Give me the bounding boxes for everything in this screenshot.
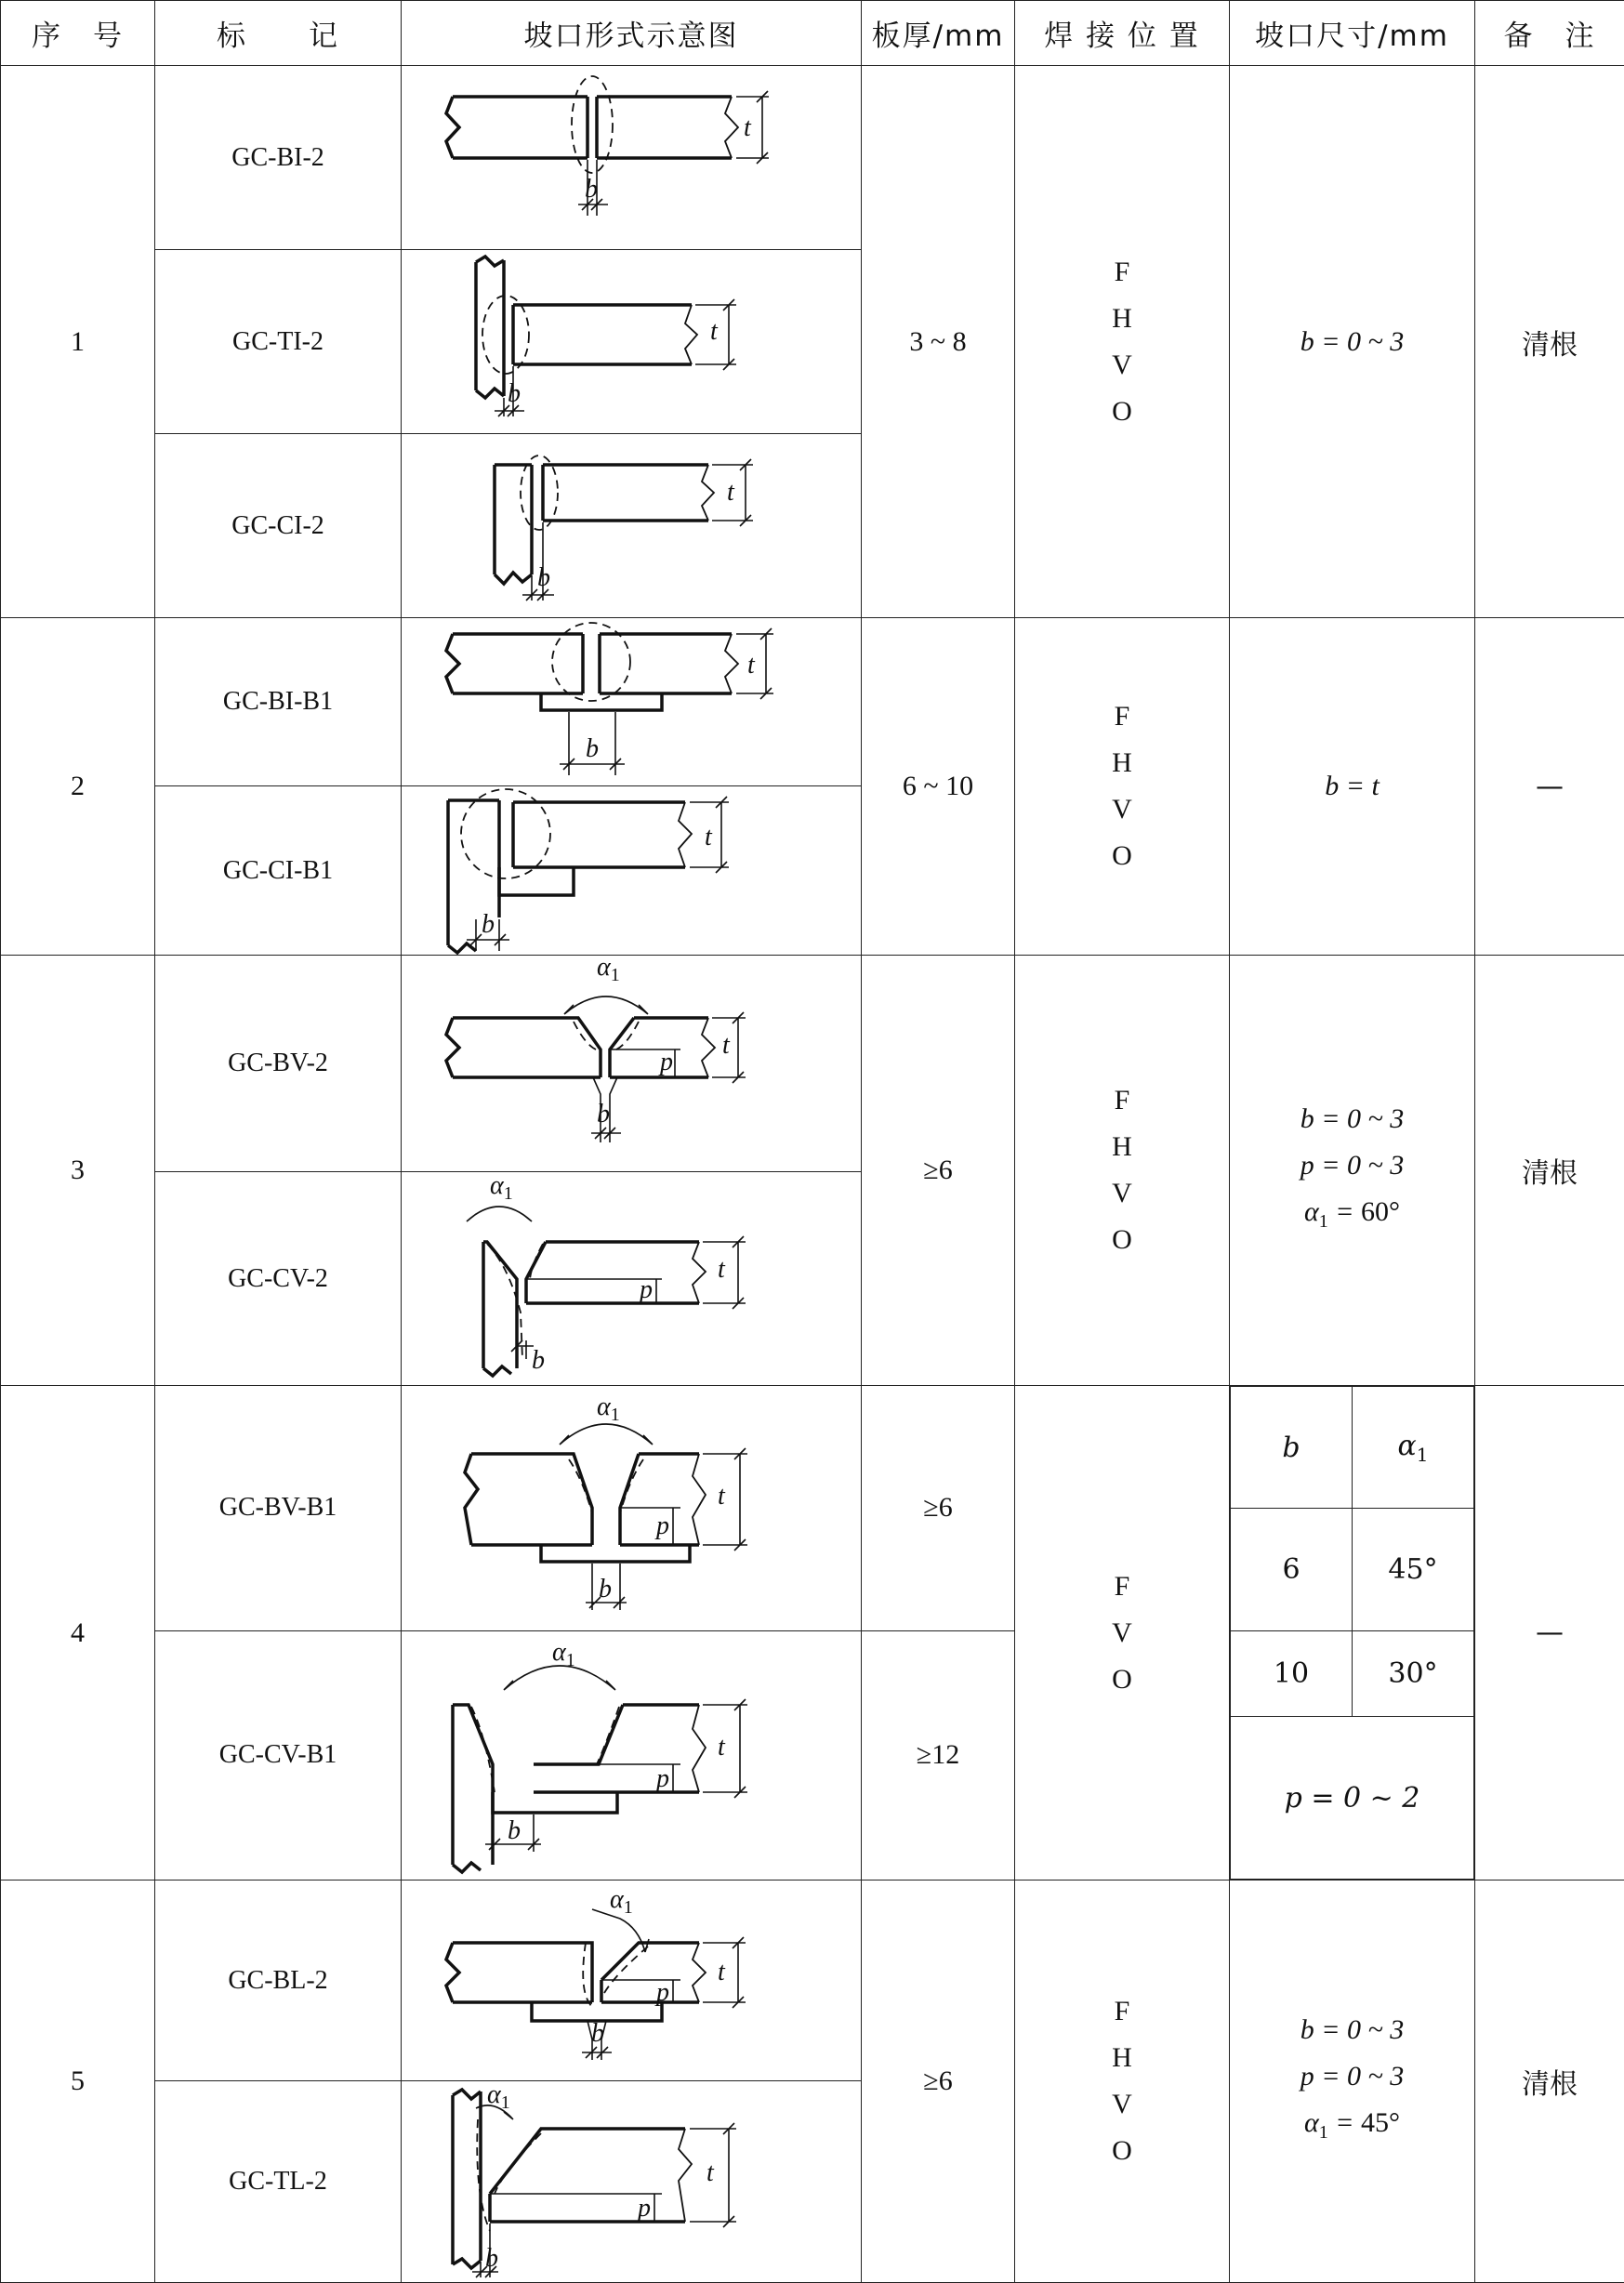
pos-item: V (1015, 342, 1229, 389)
row3-mark-1: GC-BV-2 (155, 956, 402, 1172)
row5-groove (1230, 1881, 1475, 2283)
row5-mark-2: GC-TL-2 (155, 2081, 402, 2283)
pos-item: H (1015, 1124, 1229, 1170)
fig-gc-cv-2 (402, 1172, 862, 1386)
row4-note: — (1475, 1386, 1624, 1881)
label-b: b (586, 734, 599, 763)
diagram-gc-bi-2 (402, 67, 862, 249)
row1-positions (1015, 66, 1230, 618)
pos-item: V (1015, 1170, 1229, 1217)
label-t: t (718, 1958, 726, 1986)
label-p: p (654, 1764, 669, 1793)
diagram-gc-cv-b1 (402, 1632, 862, 1879)
label-p: p (658, 1048, 673, 1076)
groove-line-alpha: $\alpha_1 = 60^\circ$ (1230, 1189, 1474, 1245)
label-p: p (638, 1275, 653, 1304)
row5-thickness: ≥6 (862, 1881, 1015, 2283)
fig-gc-bl-2 (402, 1881, 862, 2081)
groove-line: b = 0 ~ 3 (1230, 2007, 1474, 2053)
label-alpha: $\alpha_1$ (487, 2082, 510, 2113)
groove-line: p = 0 ~ 3 (1230, 2053, 1474, 2100)
label-b: b (591, 2019, 604, 2048)
groove-cell: 6 (1231, 1509, 1353, 1631)
label-t: t (744, 113, 752, 142)
header-seq: 序 号 (1, 1, 155, 66)
pos-item: O (1015, 1217, 1229, 1263)
row3-thickness: ≥6 (862, 956, 1015, 1386)
row1-mark-3: GC-CI-2 (155, 434, 402, 618)
groove-cell: 10 (1231, 1631, 1353, 1717)
row4-mark-2: GC-CV-B1 (155, 1630, 402, 1880)
label-b: b (508, 1816, 521, 1845)
groove-line-alpha: $\alpha_1 = 45^\circ$ (1230, 2100, 1474, 2156)
fig-gc-tl-2 (402, 2081, 862, 2283)
label-b: b (482, 910, 495, 939)
row4-positions (1015, 1386, 1230, 1881)
row2-note: — (1475, 618, 1624, 956)
pos-item: F (1015, 1988, 1229, 2035)
groove-head-b: b (1231, 1387, 1353, 1509)
groove-line: p = 0 ~ 3 (1230, 1142, 1474, 1189)
label-p: p (654, 1511, 669, 1540)
label-t: t (705, 823, 713, 851)
diagram-gc-bl-2 (402, 1881, 862, 2080)
row4-mark-1: GC-BV-B1 (155, 1386, 402, 1631)
row3-groove (1230, 956, 1475, 1386)
row1-seq: 1 (1, 66, 155, 618)
row4-thickness-2: ≥12 (862, 1630, 1015, 1880)
label-t: t (722, 1031, 731, 1060)
label-b: b (585, 175, 598, 204)
groove-line: b = 0 ~ 3 (1230, 319, 1474, 365)
row1-thickness: 3 ~ 8 (862, 66, 1015, 618)
header-figure: 坡口形式示意图 (402, 1, 862, 66)
pos-item: F (1015, 1564, 1229, 1610)
row4-thickness-1: ≥6 (862, 1386, 1015, 1631)
groove-subtable (1230, 1386, 1474, 1880)
header-position: 焊 接 位 置 (1015, 1, 1230, 66)
diagram-gc-ci-b1 (402, 787, 862, 955)
header-mark: 标 记 (155, 1, 402, 66)
groove-cell: 30° (1353, 1631, 1474, 1717)
row1-mark-1: GC-BI-2 (155, 66, 402, 250)
row2-thickness: 6 ~ 10 (862, 618, 1015, 956)
pos-item: O (1015, 2128, 1229, 2174)
groove-head-alpha: $\alpha_1$ (1353, 1387, 1474, 1509)
label-b: b (537, 563, 550, 592)
pos-item: F (1015, 1077, 1229, 1124)
label-alpha: $\alpha_1$ (552, 1638, 575, 1670)
fig-gc-bv-b1 (402, 1386, 862, 1631)
label-t: t (710, 317, 719, 346)
pos-item: V (1015, 1610, 1229, 1656)
groove-line: b = t (1230, 763, 1474, 810)
diagram-gc-bi-b1 (402, 619, 862, 785)
diagram-gc-bv-2 (402, 957, 862, 1171)
pos-item: H (1015, 296, 1229, 342)
label-b: b (532, 1346, 545, 1375)
row5-note: 清根 (1475, 1881, 1624, 2283)
row3-positions (1015, 956, 1230, 1386)
label-t: t (718, 1255, 726, 1284)
fig-gc-ci-b1 (402, 786, 862, 956)
label-b: b (599, 1575, 612, 1603)
diagram-gc-ti-2 (402, 251, 862, 433)
fig-gc-cv-b1 (402, 1630, 862, 1880)
pos-item: H (1015, 2035, 1229, 2081)
label-alpha: $\alpha_1$ (490, 1173, 513, 1204)
pos-item: F (1015, 249, 1229, 296)
fig-gc-ci-2 (402, 434, 862, 618)
row2-positions (1015, 618, 1230, 956)
row5-mark-1: GC-BL-2 (155, 1881, 402, 2081)
header-groove: 坡口尺寸/mm (1230, 1, 1475, 66)
groove-line: b = 0 ~ 3 (1230, 1096, 1474, 1142)
diagram-gc-cv-2 (402, 1173, 862, 1385)
pos-item: O (1015, 389, 1229, 435)
label-alpha: $\alpha_1$ (610, 1885, 633, 1918)
row1-note: 清根 (1475, 66, 1624, 618)
label-b: b (485, 2244, 498, 2273)
label-t: t (718, 1733, 726, 1762)
fig-gc-ti-2 (402, 250, 862, 434)
row2-groove (1230, 618, 1475, 956)
header-note: 备 注 (1475, 1, 1624, 66)
row2-seq: 2 (1, 618, 155, 956)
label-alpha: $\alpha_1$ (597, 1392, 620, 1425)
label-t: t (706, 2158, 715, 2187)
pos-item: V (1015, 2081, 1229, 2128)
row5-positions (1015, 1881, 1230, 2283)
fig-gc-bv-2 (402, 956, 862, 1172)
diagram-gc-ci-2 (402, 435, 862, 617)
label-alpha: $\alpha_1$ (597, 957, 620, 985)
row3-mark-2: GC-CV-2 (155, 1172, 402, 1386)
row4-groove (1230, 1386, 1475, 1881)
row4-seq: 4 (1, 1386, 155, 1881)
pos-item: H (1015, 740, 1229, 786)
label-p: p (654, 1978, 669, 2007)
diagram-gc-bv-b1 (402, 1387, 862, 1630)
row1-groove (1230, 66, 1475, 618)
row1-mark-2: GC-TI-2 (155, 250, 402, 434)
label-p: p (636, 2194, 651, 2223)
label-b: b (597, 1100, 610, 1128)
label-b: b (508, 379, 521, 408)
row2-mark-2: GC-CI-B1 (155, 786, 402, 956)
pos-item: O (1015, 833, 1229, 879)
pos-item: F (1015, 693, 1229, 740)
row5-seq: 5 (1, 1881, 155, 2283)
label-t: t (718, 1482, 726, 1511)
row3-seq: 3 (1, 956, 155, 1386)
row3-note: 清根 (1475, 956, 1624, 1386)
fig-gc-bi-b1 (402, 618, 862, 786)
pos-item: V (1015, 786, 1229, 833)
label-t: t (727, 478, 735, 507)
diagram-gc-tl-2 (402, 2082, 862, 2282)
groove-p: p = 0 ~ 2 (1231, 1717, 1474, 1880)
groove-cell: 45° (1353, 1509, 1474, 1631)
row2-mark-1: GC-BI-B1 (155, 618, 402, 786)
header-thickness: 板厚/mm (862, 1, 1015, 66)
label-t: t (747, 651, 756, 680)
pos-item: O (1015, 1656, 1229, 1703)
fig-gc-bi-2 (402, 66, 862, 250)
